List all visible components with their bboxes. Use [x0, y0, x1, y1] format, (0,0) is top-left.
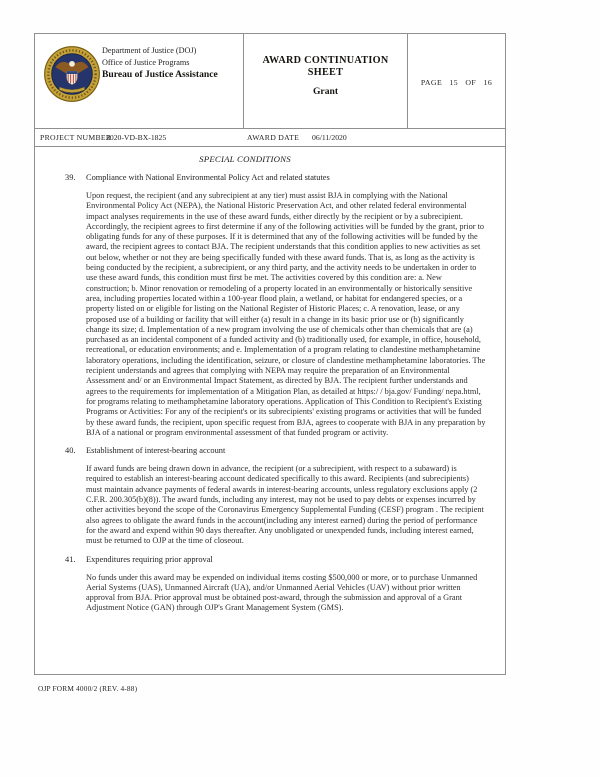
agency-line-doj: Department of Justice (DOJ) [102, 46, 197, 55]
form-title-line2: SHEET [307, 67, 344, 78]
doj-seal-icon [43, 45, 101, 103]
project-number-label: PROJECT NUMBER [40, 133, 112, 142]
condition-number: 39. [65, 173, 76, 182]
header-title-cell [244, 34, 408, 128]
condition-body: No funds under this award may be expended on individual items costing $500,000 or more, or to purchase Unmanned Aerial Systems (UAS), Unmanned Aircraft (UA), and/or Unmanned Aerial Vehicles (UAV) without prior written approval from BJA. Prior approval must be obtained post-award, through the submission and approval of a Grant Adjustment Notice (GAN) through OJP's Grant Management System (GMS). [86, 572, 478, 613]
condition-number: 40. [65, 446, 76, 456]
condition-item-39 [35, 173, 505, 438]
award-date-value: 06/11/2020 [312, 133, 347, 142]
condition-body: If award funds are being drawn down in advance, the recipient (or a subrecipient, with respect to a subaward) is required to establish an interest-bearing account dedicated specifically to this award. Recipients (and subrecipients) must maintain advance payments of federal awards in interest-bearing accounts, unless regulatory exclusions apply (2 C.F.R. 200.305(b)(8)). The award funds, including any interest, may not be used to pay debts or expenses incurred by other activities beyond the scope of the Coronavirus Emergency Supplemental Funding (CESF) program . The recipient also agrees to obligate the award funds in the account(including any interest earned) during the period of performance for the award and expend within 90 days thereafter. Any unobligated or unexpended funds, including interest earned, must be returned to OJP at the time of closeout. [86, 464, 484, 546]
form-subtitle-grant: Grant [312, 86, 339, 97]
project-number-value: 2020-VD-BX-1825 [106, 133, 167, 142]
header-agency-cell [35, 34, 244, 128]
agency-block [102, 45, 218, 81]
condition-heading: Expenditures requiring prior approval [86, 554, 213, 564]
award-date-label: AWARD DATE [247, 133, 300, 142]
agency-bureau-name: Bureau of Justice Assistance [102, 69, 218, 80]
condition-heading: Compliance with National Environmental Policy Act and related statutes [86, 173, 330, 182]
award-continuation-form [34, 33, 506, 675]
condition-number: 41. [65, 554, 76, 564]
condition-body: Upon request, the recipient (and any subrecipient at any tier) must assist BJA in complying with the National Environmental Policy Act (NEPA), the National Historic Preservation Act, and other related federal environmental impact analyses requirements in the use of these award funds, either directly by the recipient or by a subrecipient. Accordingly, the recipient agrees to first determine if any of the following activities will be funded by the grant, prior to obligating funds for any of these purposes. If it is determined that any of the following activities will be funded by the award, the recipient agrees to contact BJA. The recipient understands that this condition applies to new activities as set out below, whether or not they are being specifically funded with these award funds. That is, as long as the activity is being conducted by the recipient, a subrecipient, or any third party, and the activity needs to be undertaken in order to use these award funds, this condition must first be met. The activities covered by this condition are: a. New construction; b. Minor renovation or remodeling of a property located in an environmentally or historically sensitive area, including properties located within a 100-year flood plain, a wetland, or habitat for endangered species, or a property listed on or eligible for listing on the National Register of Historic Places; c. A renovation, lease, or any proposed use of a building or facility that will either (a) result in a change in its basic prior use or (b) significantly change its size; d. Implementation of a new program involving the use of chemicals other than chemicals that are (a) purchased as an incidental component of a funded activity and (b) traditionally used, for example, in office, household, recreational, or education environments; and e. Implementation of a program relating to clandestine methamphetamine laboratory operations, including the identification, seizure, or closure of clandestine methamphetamine laboratories. The recipient understands and agrees that complying with NEPA may require the preparation of an Environmental Assessment and/ or an Environmental Impact Statement, as directed by BJA. The recipient further understands and agrees to the requirements for implementation of a Mitigation Plan, as detailed at https:/ / bja.gov/ Funding/ nepa.html, for programs relating to methamphetamine laboratory operations. Application of This Condition to Recipient's Existing Programs or Activities: For any of the recipient's or its subrecipients' existing programs or activities that will be funded by these award funds, the recipient, upon specific request from BJA, agrees to cooperate with BJA in any preparation by BJA of a national or program environmental assessment of that funded program or activity. [86, 191, 486, 437]
project-meta-row [35, 130, 505, 147]
section-title: SPECIAL CONDITIONS [199, 154, 291, 164]
special-conditions-section [35, 148, 505, 622]
conditions-list [35, 173, 505, 614]
condition-item-41 [35, 555, 505, 614]
page-number-label: PAGE 15 OF 16 [420, 78, 493, 87]
condition-heading: Establishment of interest-bearing account [86, 446, 226, 456]
header-page-cell [408, 34, 505, 128]
form-number-footer: OJP FORM 4000/2 (REV. 4-88) [38, 684, 138, 693]
form-title-line1: AWARD CONTINUATION [262, 55, 389, 66]
agency-line-ojp: Office of Justice Programs [102, 57, 190, 67]
form-header [35, 34, 505, 129]
condition-item-40 [35, 446, 505, 546]
